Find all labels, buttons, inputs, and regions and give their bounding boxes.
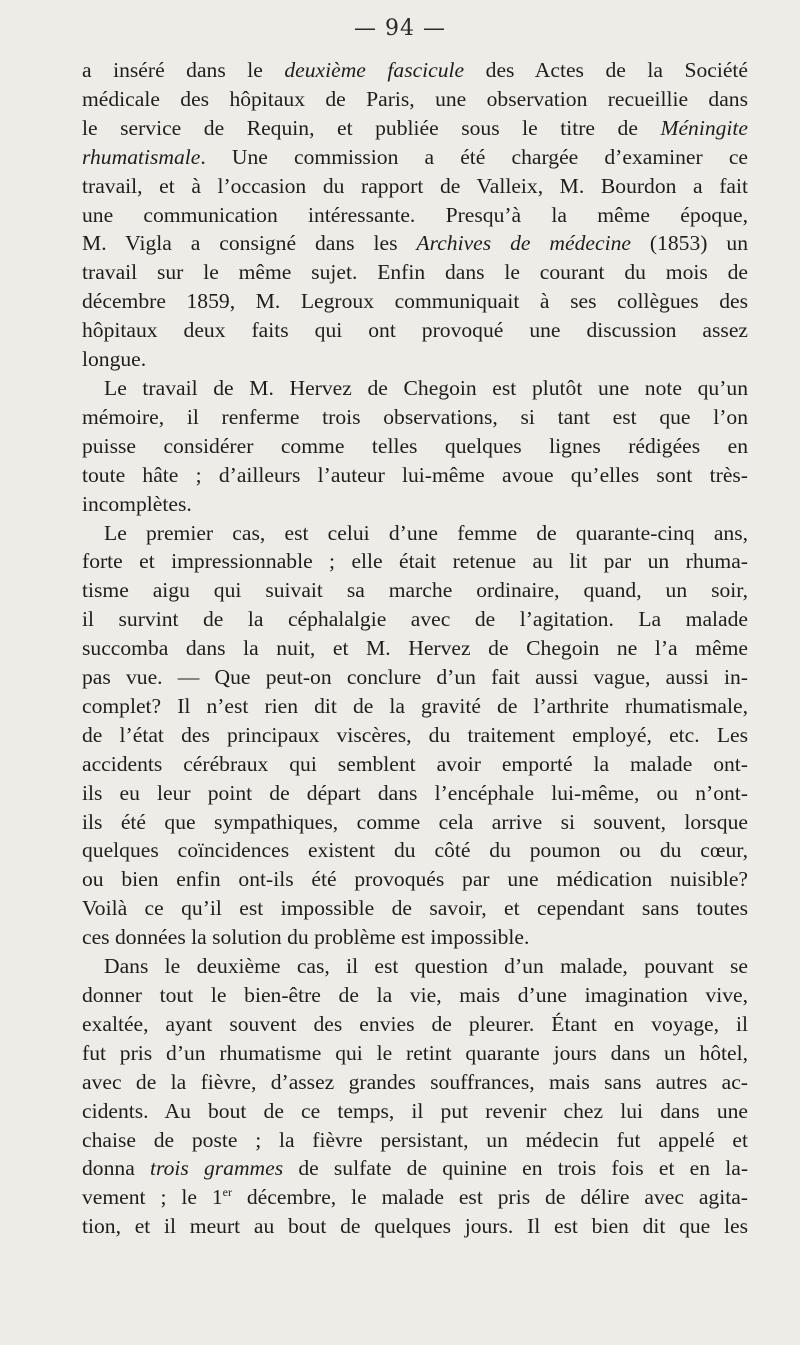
text-line bbox=[82, 981, 748, 1010]
superscript-text: er bbox=[222, 1185, 232, 1200]
text-line bbox=[82, 952, 748, 981]
text-line bbox=[82, 1039, 748, 1068]
text-segment: ils été que sympathiques, comme cela arrive si souvent, lorsque bbox=[82, 809, 748, 834]
text-segment: hôpitaux deux faits qui ont provoqué une discussion assez bbox=[82, 318, 748, 343]
text-line bbox=[82, 1010, 748, 1039]
text-line bbox=[82, 1097, 748, 1126]
text-line bbox=[82, 894, 748, 923]
text-segment: Dans le deuxième cas, il est question d’un malade, pouvant se bbox=[104, 954, 748, 979]
text-line bbox=[82, 345, 748, 374]
text-line bbox=[82, 490, 748, 519]
text-segment: fut pris d’un rhumatisme qui le retint quarante jours dans un hôtel, bbox=[82, 1040, 748, 1065]
text-segment: tion, et il meurt au bout de quelques jours. Il est bien dit que les bbox=[82, 1214, 748, 1239]
text-segment: Le premier cas, est celui d’une femme de quarante-cinq ans, bbox=[104, 520, 748, 545]
text-line bbox=[82, 836, 748, 865]
text-segment: cidents. Au bout de ce temps, il put revenir chez lui dans une bbox=[82, 1098, 748, 1123]
body-text bbox=[82, 56, 748, 1241]
text-segment: mémoire, il renferme trois observations, si tant est que l’on bbox=[82, 404, 748, 429]
text-segment: chaise de poste ; la fièvre persistant, un médecin fut appelé et bbox=[82, 1127, 748, 1152]
text-line bbox=[82, 1154, 748, 1183]
paragraph bbox=[82, 56, 748, 374]
text-segment: de l’état des principaux viscères, du traitement employé, etc. Les bbox=[82, 722, 748, 747]
text-line bbox=[82, 258, 748, 287]
text-line bbox=[82, 779, 748, 808]
text-segment: Le travail de M. Hervez de Chegoin est plutôt une note qu’un bbox=[104, 375, 748, 400]
text-segment: puisse considérer comme telles quelques lignes rédigées en bbox=[82, 433, 748, 458]
text-line bbox=[82, 605, 748, 634]
text-line bbox=[82, 172, 748, 201]
text-segment: décembre 1859, M. Legroux communiquait à ses collègues des bbox=[82, 289, 748, 314]
text-line bbox=[82, 1068, 748, 1097]
text-line bbox=[82, 287, 748, 316]
text-line bbox=[82, 229, 748, 258]
text-segment: longue. bbox=[82, 347, 147, 372]
text-line bbox=[82, 721, 748, 750]
text-segment: toute hâte ; d’ailleurs l’auteur lui-même avoue qu’elles sont très- bbox=[82, 462, 748, 487]
text-segment: complet? Il n’est rien dit de la gravité de l’arthrite rhumatismale, bbox=[82, 693, 748, 718]
text-line bbox=[82, 547, 748, 576]
paragraph bbox=[82, 952, 748, 1241]
text-line bbox=[82, 519, 748, 548]
text-line bbox=[82, 143, 748, 172]
text-line bbox=[82, 461, 748, 490]
text-segment: donner tout le bien-être de la vie, mais d’une imagination vive, bbox=[82, 983, 748, 1007]
text-line bbox=[82, 114, 748, 143]
text-segment: ils eu leur point de départ dans l’encéphale lui-même, ou n’ont- bbox=[82, 780, 748, 805]
text-line bbox=[82, 865, 748, 894]
text-segment: succomba dans la nuit, et M. Hervez de Chegoin ne l’a même bbox=[82, 636, 748, 661]
text-segment: il survint de la céphalalgie avec de l’agitation. La malade bbox=[82, 607, 748, 632]
text-segment: une communication intéressante. Presqu’à la même époque, bbox=[82, 202, 748, 227]
text-segment: vement ; le 1 bbox=[82, 1185, 223, 1210]
text-line bbox=[82, 576, 748, 605]
text-segment: donna bbox=[82, 1156, 150, 1181]
text-segment: de sulfate de quinine en trois fois et en la- bbox=[283, 1156, 749, 1181]
text-line bbox=[82, 923, 748, 952]
text-line bbox=[82, 634, 748, 663]
text-segment: avec de la fièvre, d’assez grandes souffrances, mais sans autres ac- bbox=[82, 1069, 748, 1094]
text-segment: ces données la solution du problème est impossible. bbox=[82, 925, 530, 950]
text-segment: accidents cérébraux qui semblent avoir emporté la malade ont- bbox=[82, 751, 748, 776]
text-segment: (1853) un bbox=[630, 231, 748, 256]
page-number: — 94 — bbox=[354, 16, 446, 41]
text-segment: décembre, le malade est pris de délire avec agita- bbox=[231, 1185, 748, 1210]
text-segment: médicale des hôpitaux de Paris, une observation recueillie dans bbox=[82, 86, 748, 111]
italic-text: deuxième fascicule bbox=[284, 58, 465, 82]
text-line bbox=[82, 432, 748, 461]
text-line bbox=[82, 56, 748, 85]
paragraph bbox=[82, 519, 748, 953]
text-segment: ou bien enfin ont-ils été provoqués par une médication nuisible? bbox=[82, 867, 748, 892]
text-line bbox=[82, 374, 748, 403]
text-segment: a inséré dans le bbox=[82, 58, 285, 82]
text-segment: travail sur le même sujet. Enfin dans le courant du mois de bbox=[82, 260, 748, 285]
paragraph bbox=[82, 374, 748, 519]
text-line bbox=[82, 85, 748, 114]
text-line bbox=[82, 403, 748, 432]
text-segment: forte et impressionnable ; elle était retenue au lit par un rhuma- bbox=[82, 549, 748, 574]
text-line bbox=[82, 316, 748, 345]
text-line bbox=[82, 663, 748, 692]
text-segment: incomplètes. bbox=[82, 491, 192, 516]
text-line bbox=[82, 808, 748, 837]
text-segment: tisme aigu qui suivait sa marche ordinaire, quand, un soir, bbox=[82, 578, 748, 603]
text-segment: M. Vigla a consigné dans les bbox=[82, 231, 417, 256]
text-line bbox=[82, 692, 748, 721]
text-segment: le service de Requin, et publiée sous le titre de bbox=[82, 115, 661, 140]
text-segment: des Actes de la Société bbox=[464, 58, 749, 82]
text-segment: travail, et à l’occasion du rapport de Valleix, M. Bourdon a fait bbox=[82, 173, 748, 198]
text-segment: quelques coïncidences existent du côté du poumon ou du cœur, bbox=[82, 838, 748, 863]
italic-text: Méningite bbox=[660, 115, 748, 140]
italic-text: Archives de médecine bbox=[416, 231, 631, 256]
text-line bbox=[82, 750, 748, 779]
italic-text: trois grammes bbox=[149, 1156, 284, 1181]
italic-text: rhumatismale bbox=[82, 144, 201, 169]
text-line bbox=[82, 1212, 748, 1241]
text-line bbox=[82, 201, 748, 230]
text-segment: . Une commission a été chargée d’examiner ce bbox=[200, 144, 748, 169]
text-line bbox=[82, 1126, 748, 1155]
text-segment: pas vue. — Que peut-on conclure d’un fait aussi vague, aussi in- bbox=[82, 665, 748, 690]
text-segment: Voilà ce qu’il est impossible de savoir, et cependant sans toutes bbox=[82, 896, 748, 921]
text-segment: exaltée, ayant souvent des envies de pleurer. Étant en voyage, il bbox=[82, 1011, 748, 1036]
text-line bbox=[82, 1183, 748, 1212]
